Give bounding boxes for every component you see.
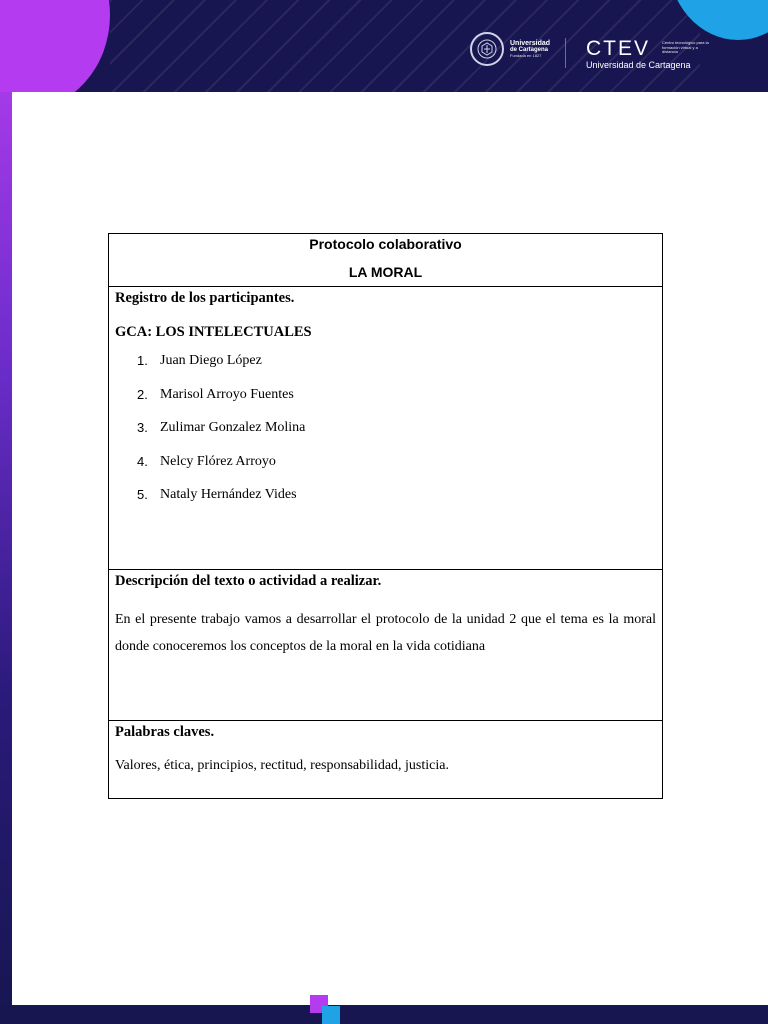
left-gradient-strip	[0, 92, 12, 1024]
member-name: Juan Diego López	[160, 353, 262, 368]
ctev-subtitle: Universidad de Cartagena	[586, 60, 691, 70]
ctev-wordmark: CTEV	[586, 37, 651, 60]
university-line3: Fundada en 1827	[510, 53, 542, 59]
list-item	[137, 454, 656, 488]
university-name	[510, 40, 550, 59]
keywords-cell	[109, 721, 663, 799]
list-number: 3.	[137, 420, 148, 436]
group-name: GCA: LOS INTELECTUALES	[115, 324, 312, 340]
description-heading: Descripción del texto o actividad a realizar.	[115, 573, 382, 589]
list-number: 4.	[137, 453, 148, 469]
member-name: Nelcy Flórez Arroyo	[160, 453, 276, 469]
member-name: Zulimar Gonzalez Molina	[160, 420, 306, 436]
participants-cell	[109, 287, 663, 570]
description-text: En el presente trabajo vamos a desarrollar el protocolo de la unidad 2 que el tema es la moral donde conoceremos los conceptos de la moral en la vida cotidiana	[115, 612, 656, 654]
member-name: Nataly Hernández Vides	[160, 487, 297, 503]
university-line2: de Cartagena	[510, 46, 549, 53]
ctev-logo	[586, 37, 709, 70]
document-title: Protocolo colaborativo	[309, 236, 462, 252]
ctev-tagline: Centro tecnológico para la formación virtual y a distancia	[662, 40, 709, 55]
protocol-table	[108, 233, 663, 799]
list-number: 2.	[137, 386, 148, 402]
list-item	[137, 487, 656, 521]
footer-bar	[0, 1005, 768, 1024]
list-item	[137, 420, 656, 454]
universidad-logo	[470, 32, 550, 66]
list-number: 1.	[137, 353, 148, 368]
member-name: Marisol Arroyo Fuentes	[160, 386, 294, 402]
logo-divider	[565, 38, 566, 68]
list-item	[137, 353, 656, 387]
members-list	[115, 353, 656, 521]
banner-purple-shape	[0, 0, 110, 92]
list-item	[137, 387, 656, 421]
document-subtitle: LA MORAL	[348, 264, 423, 280]
university-seal-icon	[470, 32, 504, 66]
university-line1: Universidad	[510, 39, 551, 47]
header-banner	[0, 0, 768, 92]
keywords-heading: Palabras claves.	[115, 724, 215, 740]
description-cell	[109, 570, 663, 721]
title-cell	[109, 234, 663, 287]
keywords-text: Valores, ética, principios, rectitud, responsabilidad, justicia.	[115, 758, 449, 773]
participants-heading: Registro de los participantes.	[115, 290, 295, 306]
list-number: 5.	[137, 487, 148, 503]
footer-cyan-square	[322, 1006, 340, 1024]
